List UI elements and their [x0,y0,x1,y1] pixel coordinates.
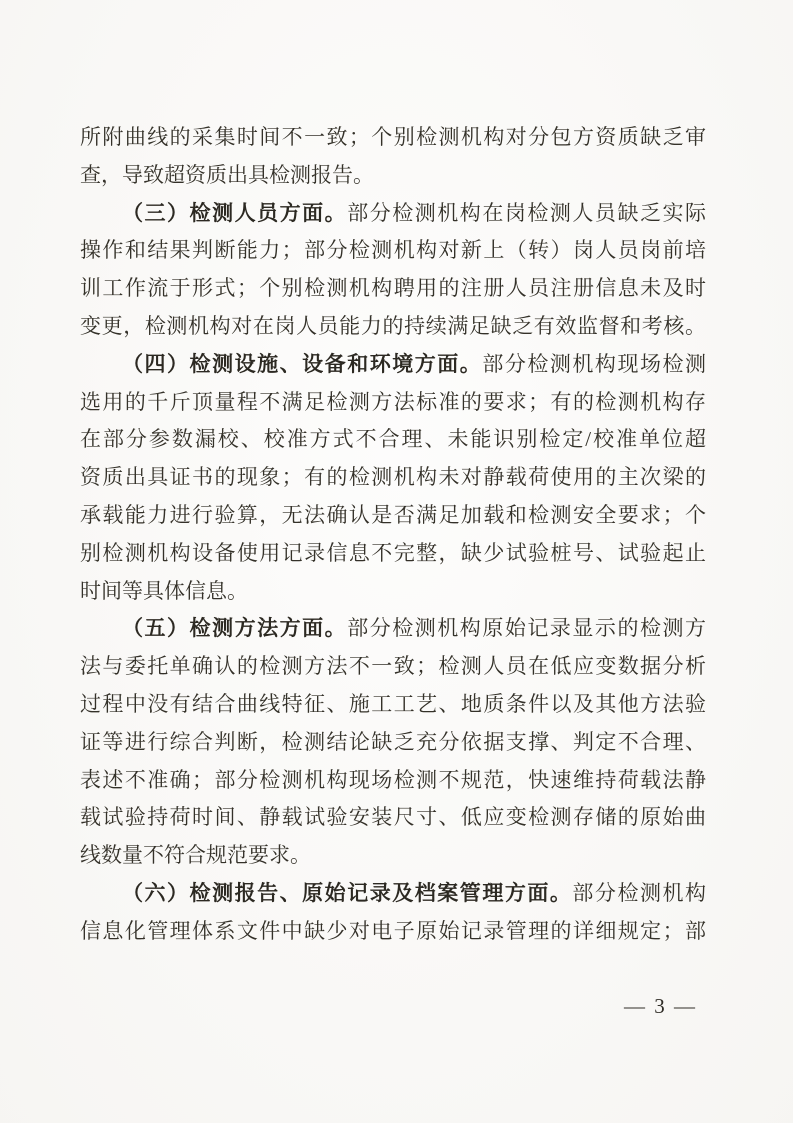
text-line: 承载能力进行验算，无法确认是否满足加载和检测安全要求；个 [80,502,706,527]
text-line: 证等进行综合判断，检测结论缺乏充分依据支撑、判定不合理、 [80,729,706,754]
section-heading: （六）检测报告、原始记录及档案管理方面。 [122,880,573,905]
text-line: 别检测机构设备使用记录信息不完整，缺少试验桩号、试验起止 [80,540,706,565]
text-line: （六）检测报告、原始记录及档案管理方面。部分检测机构 [122,880,707,905]
text-line: 操作和结果判断能力；部分检测机构对新上（转）岗人员岗前培 [80,238,706,263]
text-line: （五）检测方法方面。部分检测机构原始记录显示的检测方 [122,616,707,641]
section-heading: （四）检测设施、设备和环境方面。 [122,351,483,376]
section-heading: （五）检测方法方面。 [122,616,348,641]
text-block [80,119,706,951]
text-line: 信息化管理体系文件中缺少对电子原始记录管理的详细规定；部 [80,918,706,943]
text-line: 载试验持荷时间、静载试验安装尺寸、低应变检测存储的原始曲 [80,805,706,830]
text-line: 资质出具证书的现象；有的检测机构未对静载荷使用的主次梁的 [80,465,706,490]
text-line: 线数量不符合规范要求。 [80,843,311,868]
text-line: 在部分参数漏校、校准方式不合理、未能识别检定/校准单位超 [80,427,706,452]
text-line: 表述不准确；部分检测机构现场检测不规范，快速维持荷载法静 [80,767,706,792]
text-line: 所附曲线的采集时间不一致；个别检测机构对分包方资质缺乏审 [80,125,706,149]
text-line: 法与委托单确认的检测方法不一致；检测人员在低应变数据分析 [80,654,706,679]
text-line: 选用的千斤顶量程不满足检测方法标准的要求；有的检测机构存 [80,389,706,414]
page-number: — 3 — [624,994,697,1018]
section-heading: （三）检测人员方面。 [122,200,348,225]
text-line: （四）检测设施、设备和环境方面。部分检测机构现场检测 [122,351,707,376]
text-line: 查，导致超资质出具检测报告。 [80,162,374,187]
text-line: （三）检测人员方面。部分检测机构在岗检测人员缺乏实际 [122,200,707,225]
text-line: 变更，检测机构对在岗人员能力的持续满足缺乏有效监督和考核。 [80,313,706,338]
text-line: 训工作流于形式；个别检测机构聘用的注册人员注册信息未及时 [80,276,706,301]
text-line: 时间等具体信息。 [80,578,248,603]
text-line: 过程中没有结合曲线特征、施工工艺、地质条件以及其他方法验 [80,691,706,716]
